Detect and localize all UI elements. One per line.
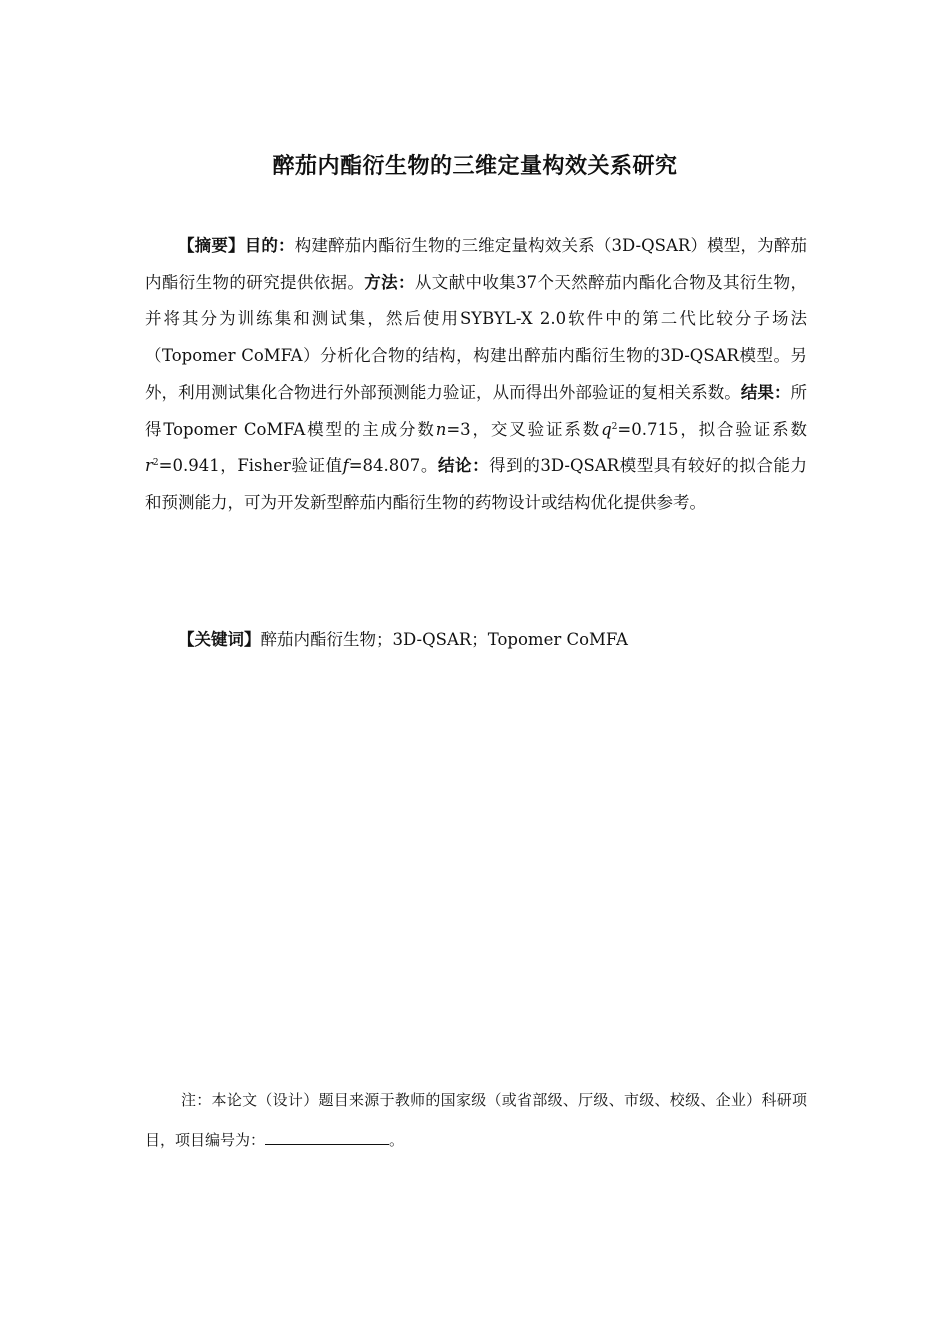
conclusion-text: 得到的3D-QSAR模型具有较好的拟合能力和预测能力，可为开发新型醉茄内酯衍生物的药物设计或结构优化提供参考。 <box>145 456 807 512</box>
methods-label: 方法： <box>364 272 415 292</box>
paper-title: 醉茄内酯衍生物的三维定量构效关系研究 <box>272 154 678 179</box>
abstract-label: 【摘要】 <box>178 236 245 255</box>
abstract-paragraph <box>145 228 807 522</box>
keywords-line <box>145 624 807 656</box>
results-text-1: 所得Topomer CoMFA模型的主成分数 <box>145 382 808 439</box>
purpose-label: 目的： <box>244 236 295 255</box>
r-symbol: r <box>145 456 153 476</box>
r-exponent: 2 <box>152 458 159 469</box>
results-text-2: =3，交叉验证系数 <box>446 419 602 439</box>
footnote-text: 注：本论文（设计）题目来源于教师的国家级（或省部级、厅级、市级、校级、企业）科研项目，项目编号为： <box>145 1091 807 1149</box>
project-number-blank <box>265 1129 389 1145</box>
q-symbol: q <box>601 419 612 439</box>
methods-text: 从文献中收集37个天然醉茄内酯化合物及其衍生物，并将其分为训练集和测试集，然后使用SYBYL-X 2.0软件中的第二代比较分子场法（Topomer CoMFA）分析化合物的结构，构建出醉茄内酯衍生物的3D-QSAR模型。另外，利用测试集化合物进行外部预测能力验证，从而得出外部验证的复相关系数。 <box>145 272 808 402</box>
f-symbol: f <box>342 456 349 476</box>
results-text-3: =0.715，拟合验证系数 <box>617 419 807 439</box>
conclusion-label: 结论： <box>437 456 490 476</box>
q-exponent: 2 <box>611 421 618 432</box>
results-text-4: =0.941，Fisher验证值 <box>158 456 343 476</box>
keywords-label: 【关键词】 <box>178 630 261 649</box>
results-label: 结果： <box>740 382 791 402</box>
footnote-end: 。 <box>389 1131 405 1149</box>
footnote <box>145 1080 807 1160</box>
keywords-text: 醉茄内酯衍生物；3D-QSAR；Topomer CoMFA <box>260 630 628 649</box>
purpose-text: 构建醉茄内酯衍生物的三维定量构效关系（3D-QSAR）模型，为醉茄内酯衍生物的研究提供依据。 <box>145 236 808 292</box>
n-symbol: n <box>435 419 447 439</box>
results-text-5: =84.807。 <box>348 456 438 476</box>
